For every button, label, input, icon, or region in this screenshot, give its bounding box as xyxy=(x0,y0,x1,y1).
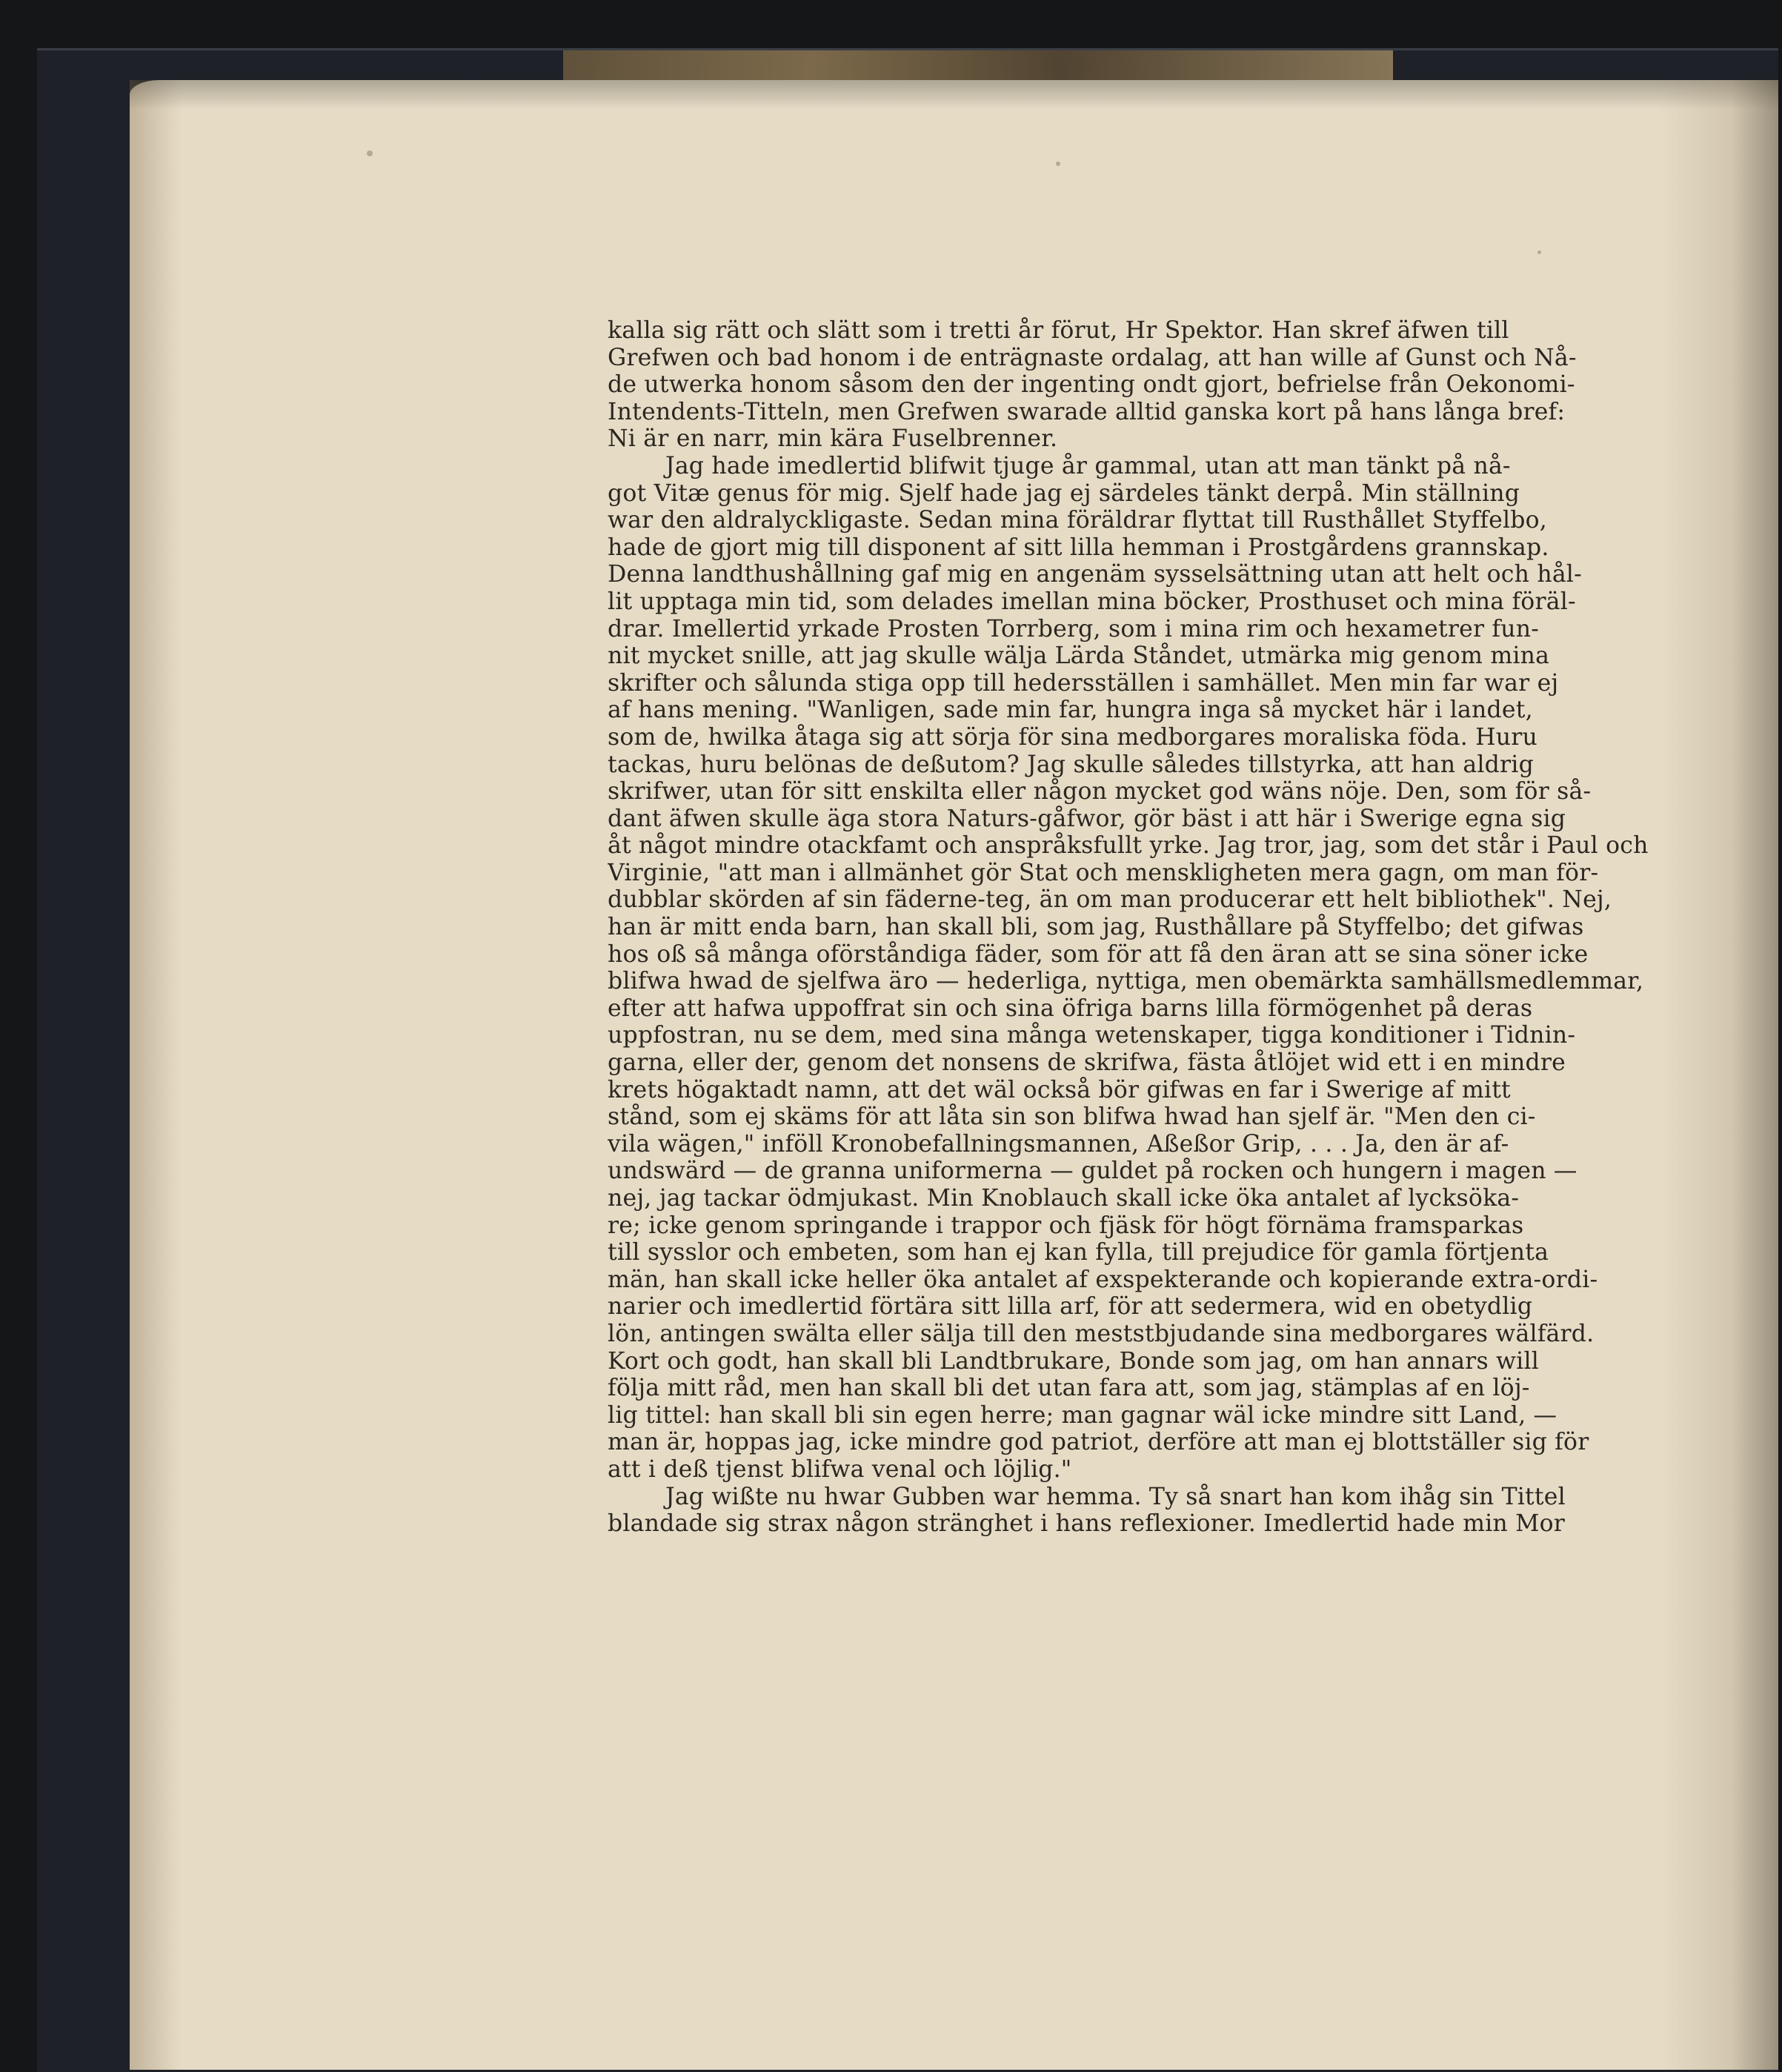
text-line: män, han skall icke heller öka antalet af exspekterande och kopierande extra-ordi- xyxy=(608,1266,1598,1293)
text-line: war den aldralyckligaste. Sedan mina föräldrar flyttat till Rusthållet Styffelbo, xyxy=(608,507,1548,534)
text-line: dant äfwen skulle äga stora Naturs-gåfwor, gör bäst i att här i Swerige egna sig xyxy=(608,805,1566,832)
text-line: som de, hwilka åtaga sig att sörja för sina medborgares moraliska föda. Huru xyxy=(608,723,1538,751)
text-line: Intendents-Titteln, men Grefwen swarade alltid ganska kort på hans långa bref: xyxy=(608,398,1566,425)
text-line: undswärd — de granna uniformerna — guldet på rocken och hungern i magen — xyxy=(608,1158,1577,1185)
text-line: got Vitæ genus för mig. Sjelf hade jag ej särdeles tänkt derpå. Min ställning xyxy=(608,479,1520,507)
page-left-edge xyxy=(130,80,182,2070)
text-line: skrifter och sålunda stiga opp till hedersställen i samhället. Men min far war ej xyxy=(608,669,1559,697)
text-line: krets högaktadt namn, att det wäl också bör gifwas en far i Swerige af mitt xyxy=(608,1076,1511,1103)
text-line: Kort och godt, han skall bli Landtbrukare, Bonde som jag, om han annars will xyxy=(608,1347,1540,1375)
text-line: till sysslor och embeten, som han ej kan fylla, till prejudice för gamla förtjenta xyxy=(608,1239,1549,1266)
text-line: nej, jag tackar ödmjukast. Min Knoblauch skall icke öka antalet af lycksöka- xyxy=(608,1185,1520,1212)
text-line: Denna landthushållning gaf mig en angenäm sysselsättning utan att helt och hål- xyxy=(608,561,1582,588)
paper-spot xyxy=(1056,162,1060,166)
text-line: re; icke genom springande i trappor och fjäsk för högt förnäma framsparkas xyxy=(608,1212,1524,1239)
text-line: Jag hade imedlertid blifwit tjuge år gammal, utan att man tänkt på nå- xyxy=(665,452,1511,479)
text-line: Grefwen och bad honom i de enträgnaste ordalag, att han wille af Gunst och Nå- xyxy=(608,344,1577,371)
text-line: lig tittel: han skall bli sin egen herre; man gagnar wäl icke mindre sitt Land, — xyxy=(608,1401,1557,1429)
text-line: nit mycket snille, att jag skulle wälja Lärda Ståndet, utmärka mig genom mina xyxy=(608,642,1550,670)
text-line: garna, eller der, genom det nonsens de skrifwa, fästa åtlöjet wid ett i en mindre xyxy=(608,1049,1566,1077)
text-line: man är, hoppas jag, icke mindre god patriot, derföre att man ej blottställer sig för xyxy=(608,1429,1589,1456)
text-line: Virginie, "att man i allmänhet gör Stat och menskligheten mera gagn, om man för- xyxy=(608,859,1599,886)
paper-spot xyxy=(367,150,373,156)
text-line: kalla sig rätt och slätt som i tretti år förut, Hr Spektor. Han skref äfwen till xyxy=(608,317,1509,344)
text-line: skrifwer, utan för sitt enskilta eller någon mycket god wäns nöje. Den, som för så- xyxy=(608,778,1592,806)
text-line: lit upptaga min tid, som delades imellan mina böcker, Prosthuset och mina föräl- xyxy=(608,588,1576,615)
text-line: att i deß tjenst blifwa venal och löjlig." xyxy=(608,1455,1072,1483)
text-line: han är mitt enda barn, han skall bli, som jag, Rusthållare på Styffelbo; det gifwas xyxy=(608,914,1584,941)
text-line: stånd, som ej skäms för att låta sin son blifwa hwad han sjelf är. "Men den ci- xyxy=(608,1103,1536,1131)
page-text-body xyxy=(608,317,1726,1538)
text-line: Jag wißte nu hwar Gubben war hemma. Ty så snart han kom ihåg sin Tittel xyxy=(665,1483,1566,1510)
text-line: följa mitt råd, men han skall bli det utan fara att, som jag, stämplas af en löj- xyxy=(608,1375,1530,1402)
text-line: efter att hafwa uppoffrat sin och sina öfriga barns lilla förmögenhet på deras xyxy=(608,995,1533,1022)
text-line: dubblar skörden af sin fäderne-teg, än om man producerar ett helt bibliothek". Nej, xyxy=(608,886,1612,914)
text-line: narier och imedlertid förtära sitt lilla arf, för att sedermera, wid en obetydlig xyxy=(608,1293,1533,1321)
text-line: drar. Imellertid yrkade Prosten Torrberg, som i mina rim och hexametrer fun- xyxy=(608,615,1540,642)
text-line: vila wägen," inföll Kronobefallningsmannen, Aßeßor Grip, . . . Ja, den är af- xyxy=(608,1130,1509,1158)
text-line: blandade sig strax någon stränghet i hans reflexioner. Imedlertid hade min Mor xyxy=(608,1510,1565,1538)
text-line: lön, antingen swälta eller sälja till den meststbjudande sina medborgares wälfärd. xyxy=(608,1320,1595,1347)
page-top-shadow xyxy=(130,80,1778,110)
text-line: åt något mindre otackfamt och anspråksfullt yrke. Jag tror, jag, som det står i Paul och xyxy=(608,832,1649,860)
text-line: Ni är en narr, min kära Fuselbrenner. xyxy=(608,425,1058,453)
text-line: uppfostran, nu se dem, med sina många wetenskaper, tigga konditioner i Tidnin- xyxy=(608,1022,1576,1049)
text-line: hade de gjort mig till disponent af sitt lilla hemman i Prostgårdens grannskap. xyxy=(608,534,1549,561)
text-line: hos oß så många oförståndiga fäder, som för att få den äran att se sina söner icke xyxy=(608,940,1589,968)
text-line: de utwerka honom såsom den der ingenting ondt gjort, befrielse från Oekonomi- xyxy=(608,371,1575,399)
paper-spot xyxy=(1537,250,1541,254)
text-line: blifwa hwad de sjelfwa äro — hederliga, nyttiga, men obemärkta samhällsmedlemmar, xyxy=(608,968,1644,995)
text-line: tackas, huru belönas de deßutom? Jag skulle således tillstyrka, att han aldrig xyxy=(608,751,1534,778)
text-line: af hans mening. "Wanligen, sade min far, hungra inga så mycket här i landet, xyxy=(608,697,1533,724)
